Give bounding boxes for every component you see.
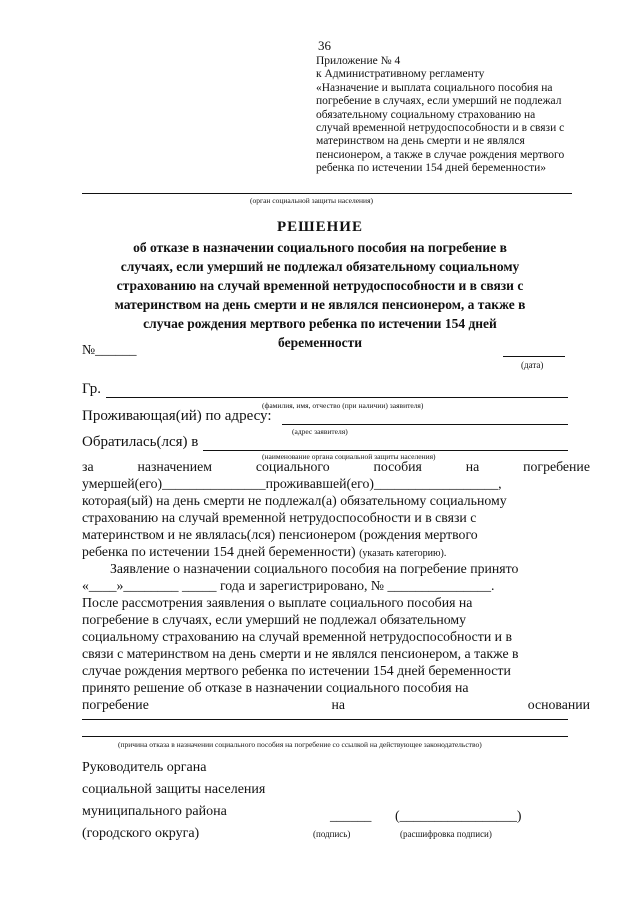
signature-decode-line[interactable]: (_________________) [395, 808, 522, 823]
body-word: назначением [137, 459, 213, 474]
body-line-5: материнством и не являлась(лся) пенсионером (рождения мертвого [82, 527, 478, 542]
appendix-line: обязательному социальному страхованию на [316, 108, 536, 121]
gr-label: Гр. [82, 381, 101, 397]
body-text: ребенка по истечении 154 дней беременности) [82, 544, 356, 559]
subtitle-line: об отказе в назначении социального пособия на погребение в [133, 240, 507, 255]
appendix-line: Приложение № 4 [316, 55, 401, 67]
reason-line-1[interactable] [82, 719, 568, 720]
subtitle-line: случае рождения мертвого ребенка по истечении 154 дней [143, 316, 497, 331]
decision-number: №______ [82, 342, 137, 357]
appendix-header [316, 55, 576, 176]
signature-caption: (подпись) [313, 829, 351, 839]
body-line-8: «____»________ _____ года и зарегистрировано, № _______________. [82, 578, 495, 593]
decision-title: РЕШЕНИЕ [277, 219, 363, 235]
appendix-line: пенсионером, а также в случае рождения мертвого [316, 148, 565, 161]
body-line-1 [82, 459, 590, 475]
subtitle-line: материнством на день смерти и не являлся пенсионером, а также в [114, 297, 526, 312]
subtitle-line: случаях, если умерший не подлежал обязательному социальному [120, 259, 520, 274]
reason-line-2[interactable] [82, 736, 568, 737]
applied-line[interactable] [203, 450, 568, 451]
applied-caption: (наименование органа социальной защиты населения) [262, 452, 436, 461]
decision-title-block [60, 219, 580, 352]
subtitle-line: страхованию на случай временной нетрудоспособности и в связи с [116, 278, 524, 293]
page-number: 36 [318, 38, 331, 53]
body-word: социального [255, 459, 330, 474]
body-word: погребение [82, 697, 149, 712]
body-line-12: связи с материнством на день смерти и не являлся пенсионером, а также в [82, 646, 519, 661]
reason-caption: (причина отказа в назначении социального пособия на погребение со ссылкой на действующее законодательство) [118, 740, 482, 749]
body-line-14: принято решение об отказе в назначении социального пособия на [82, 680, 469, 695]
appendix-line: ребенка по истечении 154 дней беременности» [316, 162, 546, 175]
body-word: на [465, 459, 480, 474]
signatory-line: (городского округа) [82, 826, 200, 841]
body-line-7: Заявление о назначении социального пособия на погребение принято [110, 561, 519, 576]
address-label: Проживающая(ий) по адресу: [82, 408, 272, 424]
body-word: на [331, 697, 346, 712]
signature-decode-caption: (расшифровка подписи) [400, 829, 492, 839]
signature-line[interactable]: ______ [330, 808, 372, 823]
appendix-line: «Назначение и выплата социального пособия на [316, 81, 553, 94]
body-word: пособия [373, 459, 422, 474]
body-line-15 [82, 697, 590, 713]
address-line[interactable] [282, 424, 568, 425]
signatory-line: Руководитель органа [82, 760, 207, 775]
appendix-line: материнством на день смерти и не являлся [316, 135, 525, 148]
body-line-4: страхованию на случай временной нетрудоспособности и в связи с [82, 510, 477, 525]
date-line [503, 356, 565, 357]
body-word: погребение [523, 459, 590, 474]
body-line-9: После рассмотрения заявления о выплате социального пособия на [82, 595, 473, 610]
address-caption: (адрес заявителя) [292, 427, 348, 436]
org-line [82, 193, 572, 194]
appendix-line: к Административному регламенту [316, 68, 485, 81]
gr-caption: (фамилия, имя, отчество (при наличии) заявителя) [262, 401, 424, 410]
appendix-line: случай временной нетрудоспособности и в связи с [316, 122, 565, 135]
org-caption: (орган социальной защиты населения) [250, 196, 374, 205]
body-word: основании [527, 697, 590, 712]
applied-label: Обратилась(лся) в [82, 434, 199, 450]
appendix-line: погребение в случаях, если умерший не подлежал [316, 95, 562, 108]
category-note: (указать категорию). [359, 548, 447, 559]
body-word: за [82, 459, 94, 474]
body-line-11: социальному страхованию на случай временной нетрудоспособности и в [82, 629, 513, 644]
subtitle-line: беременности [278, 335, 362, 350]
body-line-13: случае рождения мертвого ребенка по истечении 154 дней беременности [82, 663, 511, 678]
signatory-line: социальной защиты населения [82, 782, 266, 797]
gr-line[interactable] [106, 397, 568, 398]
signature-block [82, 757, 265, 845]
body-line-3: которая(ый) на день смерти не подлежал(а) обязательному социальному [82, 493, 507, 508]
body-line-10: погребение в случаях, если умерший не подлежал обязательному [82, 612, 467, 627]
body-line-2: умершей(его)_______________проживавшей(его)__________________, [82, 476, 502, 491]
signatory-line: муниципального района [82, 804, 227, 819]
date-caption: (дата) [521, 360, 544, 370]
body-line-6 [82, 544, 446, 560]
